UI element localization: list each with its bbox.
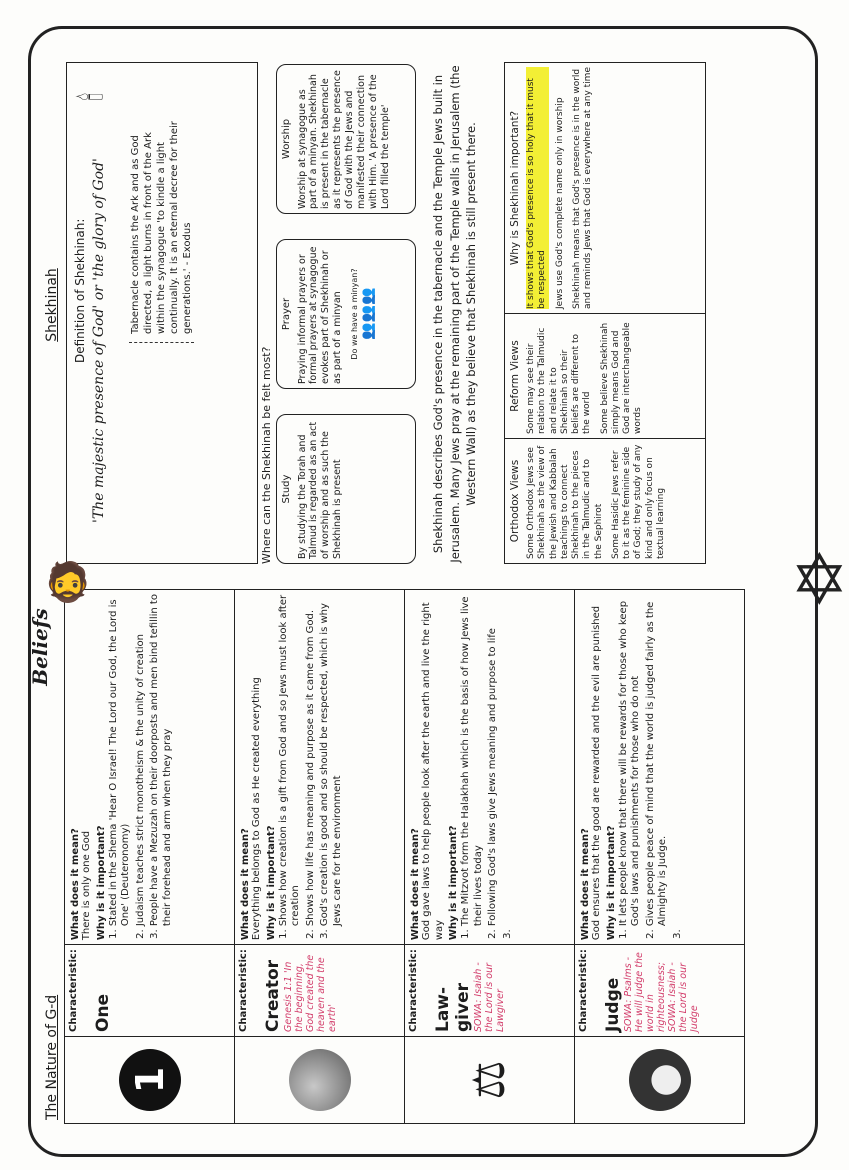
characteristic-name-cell [65, 945, 235, 1037]
importance-point: 2. Judaism teaches strict monotheism & the unity of creation [135, 594, 148, 926]
importance-list [108, 594, 175, 926]
characteristic-source: Genesis 1:1 'In the beginning, God created the heaven and the earth' [283, 954, 338, 1032]
importance-point: 1. It lets people know that there will be rewards for those who keep God's laws and punishments for those who do not [618, 594, 643, 926]
importance-question: Why is it important? [95, 825, 107, 941]
characteristic-label: Characteristic: [578, 949, 589, 1032]
nature-row [405, 590, 575, 1124]
importance-point [502, 594, 515, 926]
meaning-question: What does it mean? [410, 828, 421, 941]
meaning-question: What does it mean? [240, 828, 251, 941]
importance-list [278, 594, 345, 926]
characteristic-name: Creator [263, 959, 283, 1032]
characteristic-source: SOWA: Isaiah - the Lord is our Lawgiver [473, 962, 506, 1032]
nature-row [65, 590, 235, 1124]
nature-row [235, 590, 405, 1124]
importance-point [672, 594, 685, 926]
important-column [505, 63, 705, 313]
meaning-answer: There is only one God [81, 830, 92, 941]
nature-title: The Nature of G-d [44, 994, 60, 1120]
important-point: Shekhinah means that God's presence is in the world and reminds Jews that God is everywhere at any time [571, 67, 594, 309]
definition-box [66, 62, 258, 564]
where-title: Where can the Shekhinah be felt most? [260, 346, 273, 564]
characteristic-name: One [93, 993, 113, 1032]
meaning-answer: God gave laws to help people look after the earth and live the right way [421, 602, 445, 941]
orthodox-point: Some Hasidic Jews refer to it as the feminine side of God; they study of any kind and only focus on textual learning [610, 444, 666, 559]
nature-section [38, 585, 798, 1130]
definition-text: 'The majestic presence of God' or 'the glory of God' [91, 158, 107, 523]
characteristic-name: Law-giver [433, 983, 473, 1032]
definition-title: Definition of Shekhinah: [73, 218, 87, 363]
characteristic-detail-cell [65, 590, 235, 945]
importance-point: 1. Shows how creation is a gift from God and so Jews must look after creation [278, 594, 303, 926]
importance-point: 1. Stated in the Shema 'Hear O Israel! The Lord our God, the Lord is One' (Deuteronomy) [108, 594, 133, 926]
meaning-question: What does it mean? [70, 828, 81, 941]
orthodox-column [505, 438, 705, 563]
worship-text: Worship at synagogue as part of a minyan. Shekhinah is present in the tabernacle as it represents the presence of God with the Jews and manifested their connection with Him. 'A presence of the Lord filled the temple' [296, 70, 391, 209]
meaning-answer: God ensures that the good are rewarded and the evil are punished [591, 605, 602, 941]
important-point: Jews use God's complete name only in worship [554, 97, 565, 309]
characteristic-name: Judge [603, 977, 623, 1032]
meaning-question: What does it mean? [580, 828, 591, 941]
important-point: It shows that God's presence is so holy that it must be respected [526, 67, 549, 309]
characteristic-icon-cell [575, 1037, 745, 1124]
page-title: Beliefs [28, 608, 52, 686]
importance-point: 2. Shows how life has meaning and purpose as it came from God. [305, 594, 318, 926]
characteristic-detail-cell [575, 590, 745, 945]
orthodox-point: Some Orthodox Jews see Shekhinah as the view of the Jewish and Kabbalah teachings to connect Shekhinah to the pieces in the Talmudic and to the Sephirot [526, 445, 604, 559]
characteristic-icon-cell [65, 1037, 235, 1124]
reform-title: Reform Views [509, 340, 521, 412]
judge-icon [629, 1049, 691, 1111]
minyan-caption: Do we have a minyan? [350, 268, 359, 360]
shekhinah-description: Shekhinah describes God's presence in the tabernacle and the Temple Jews built in Jerusalem. Many Jews pray at the remaining part of the Temple walls in Jerusalem (the Western Wall) as they believe that Shekhinah is still present there. [431, 65, 479, 563]
characteristic-label: Characteristic: [408, 949, 419, 1032]
importance-point: 3. God's creation is good and so should be respected, which is why Jews care for the environment [319, 594, 344, 926]
minyan-people-icon: 👥👥👥 [360, 287, 376, 341]
landscape-sheet [38, 40, 798, 1130]
shekhinah-section [38, 50, 798, 570]
study-box [276, 414, 416, 564]
characteristic-icon-cell [235, 1037, 405, 1124]
globe-icon [289, 1049, 351, 1111]
meaning-answer: Everything belongs to God as He created everything [251, 677, 262, 941]
study-title: Study [281, 474, 292, 504]
importance-point: 2. Gives people peace of mind that the world is judged fairly as the Almighty is Judge. [645, 594, 670, 926]
reform-point: Some may see their relation to the Talmudic and relate it to Shekhinah so their beliefs are different to the world [526, 327, 593, 434]
lamp-icon: 🕯 [75, 92, 110, 101]
importance-question: Why is it important? [605, 825, 617, 941]
star-of-david-icon: ✡ [790, 539, 849, 621]
importance-question: Why is it important? [448, 825, 459, 941]
characteristic-name-cell [235, 945, 405, 1037]
important-title: Why is Shekhinah important? [509, 110, 521, 266]
prayer-box [276, 239, 416, 389]
orthodox-title: Orthodox Views [509, 459, 521, 543]
tabernacle-note: Tabernacle contains the Ark and as God directed, a light burns in front of the Ark within the synagogue 'to kindle a light continually. It is an eternal decree for their generations.' - Exodus [129, 104, 194, 343]
characteristic-name-cell [405, 945, 575, 1037]
importance-question: Why is it important? [265, 825, 277, 941]
characteristic-label: Characteristic: [238, 949, 249, 1032]
importance-list [460, 594, 514, 926]
characteristic-label: Characteristic: [68, 949, 79, 1032]
characteristic-detail-cell [235, 590, 405, 945]
importance-list [618, 594, 685, 926]
prayer-text: Praying informal prayers or formal prayers at synagogue evokes part of Shekhinah or as part of a minyan [296, 246, 344, 384]
nature-table [64, 589, 745, 1124]
characteristic-source: SOWA: Psalms - He will judge the world in righteousness; SOWA: Isaiah - the Lord is our Judge [623, 952, 700, 1032]
reform-column [505, 313, 705, 438]
importance-point: 3. People have a Mezuzah on their doorposts and men bind tefillin to their forehead and arm when they pray [149, 594, 174, 926]
importance-point: 2. Following God's laws give Jews meaning and purpose to life [487, 594, 500, 926]
importance-point: 1. The Mitzvot form the Halakhah which is the basis of how Jews live their lives today [460, 594, 485, 926]
number-one-icon: 1 [119, 1049, 181, 1111]
rabbi-figure-icon: 🧔 [44, 560, 92, 604]
study-text: By studying the Torah and Talmud is regarded as an act of worship and as such the Shekhinah is present [296, 421, 344, 559]
nature-row [575, 590, 745, 1124]
characteristic-detail-cell [405, 590, 575, 945]
worship-box [276, 64, 416, 214]
characteristic-name-cell [575, 945, 745, 1037]
reform-point: Some believe Shekhinah simply means God and God are interchangeable words [599, 322, 644, 434]
shekhinah-title: Shekhinah [44, 268, 60, 342]
characteristic-icon-cell [405, 1037, 575, 1124]
prayer-title: Prayer [281, 297, 292, 331]
views-box [504, 62, 706, 564]
worship-title: Worship [281, 118, 292, 160]
scales-icon: ⚖ [463, 1060, 515, 1100]
